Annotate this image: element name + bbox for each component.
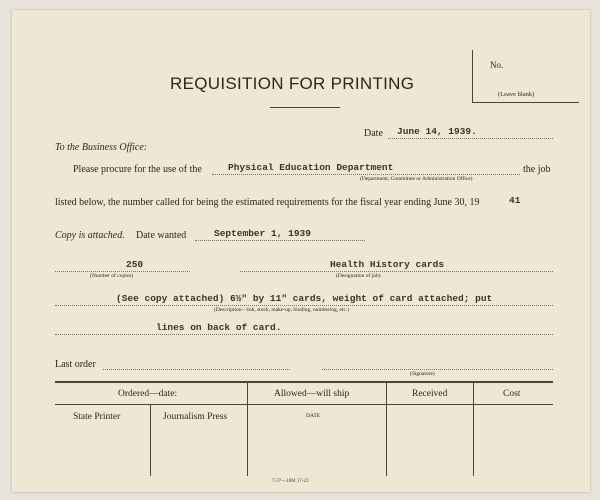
signature-caption: (Signature) [410, 371, 435, 377]
date-line [388, 138, 553, 139]
copy-attached-text: Copy is attached. [55, 230, 125, 241]
table-top-rule [55, 381, 553, 383]
fiscal-year-value: 41 [509, 195, 521, 206]
procure-text: Please procure for the use of the [73, 164, 202, 175]
date-wanted-value: September 1, 1939 [214, 228, 311, 239]
date-value: June 14, 1939. [397, 126, 477, 137]
department-value: Physical Education Department [228, 162, 394, 173]
last-order-label: Last order [55, 359, 96, 370]
ordered-date-header: Ordered—date: [118, 389, 178, 399]
number-label: No. [490, 60, 504, 70]
received-header: Received [412, 389, 448, 399]
table-header-rule [55, 404, 553, 405]
table-divider-3 [473, 383, 474, 476]
cost-header: Cost [503, 389, 521, 399]
the-job-text: the job [523, 164, 551, 175]
date-wanted-line [195, 240, 365, 241]
state-printer-header: State Printer [73, 412, 121, 422]
table-divider-1 [247, 383, 248, 476]
description-line-1 [55, 305, 553, 306]
copies-line [55, 271, 190, 272]
form-footer-code: 7-37—10M 17-23 [272, 479, 309, 484]
date-wanted-label: Date wanted [136, 230, 187, 241]
fiscal-year-text: listed below, the number called for being the estimated requirements for the fiscal year ending June 30, 19 [55, 197, 480, 208]
last-order-line [103, 369, 290, 370]
designation-line [240, 271, 553, 272]
journalism-press-header: Journalism Press [163, 412, 228, 422]
description-value-2: lines on back of card. [156, 322, 282, 333]
table-divider-2 [386, 383, 387, 476]
department-line [212, 174, 520, 175]
copies-caption: (Number of copies) [90, 273, 134, 279]
allowed-header: Allowed—will ship [274, 389, 350, 399]
allowed-date-label: DATE [306, 413, 321, 419]
title-underline [270, 107, 340, 108]
table-divider-ordered [150, 404, 151, 476]
salutation: To the Business Office: [55, 142, 148, 153]
form-title: REQUISITION FOR PRINTING [170, 74, 415, 93]
department-caption: (Department, Committee or Administration Office) [360, 176, 473, 182]
description-value-1: (See copy attached) 6½" by 11" cards, weight of card attached; put [116, 293, 493, 304]
leave-blank-note: (Leave blank) [498, 91, 535, 98]
description-caption: (Description—Ink, stock, make-up, binding, numbering, etc.) [214, 307, 350, 313]
copies-value: 250 [126, 259, 144, 270]
signature-line [322, 369, 553, 370]
date-label: Date [364, 128, 383, 139]
description-line-2 [55, 334, 553, 335]
designation-caption: (Designation of job) [336, 273, 381, 279]
designation-value: Health History cards [330, 259, 445, 270]
